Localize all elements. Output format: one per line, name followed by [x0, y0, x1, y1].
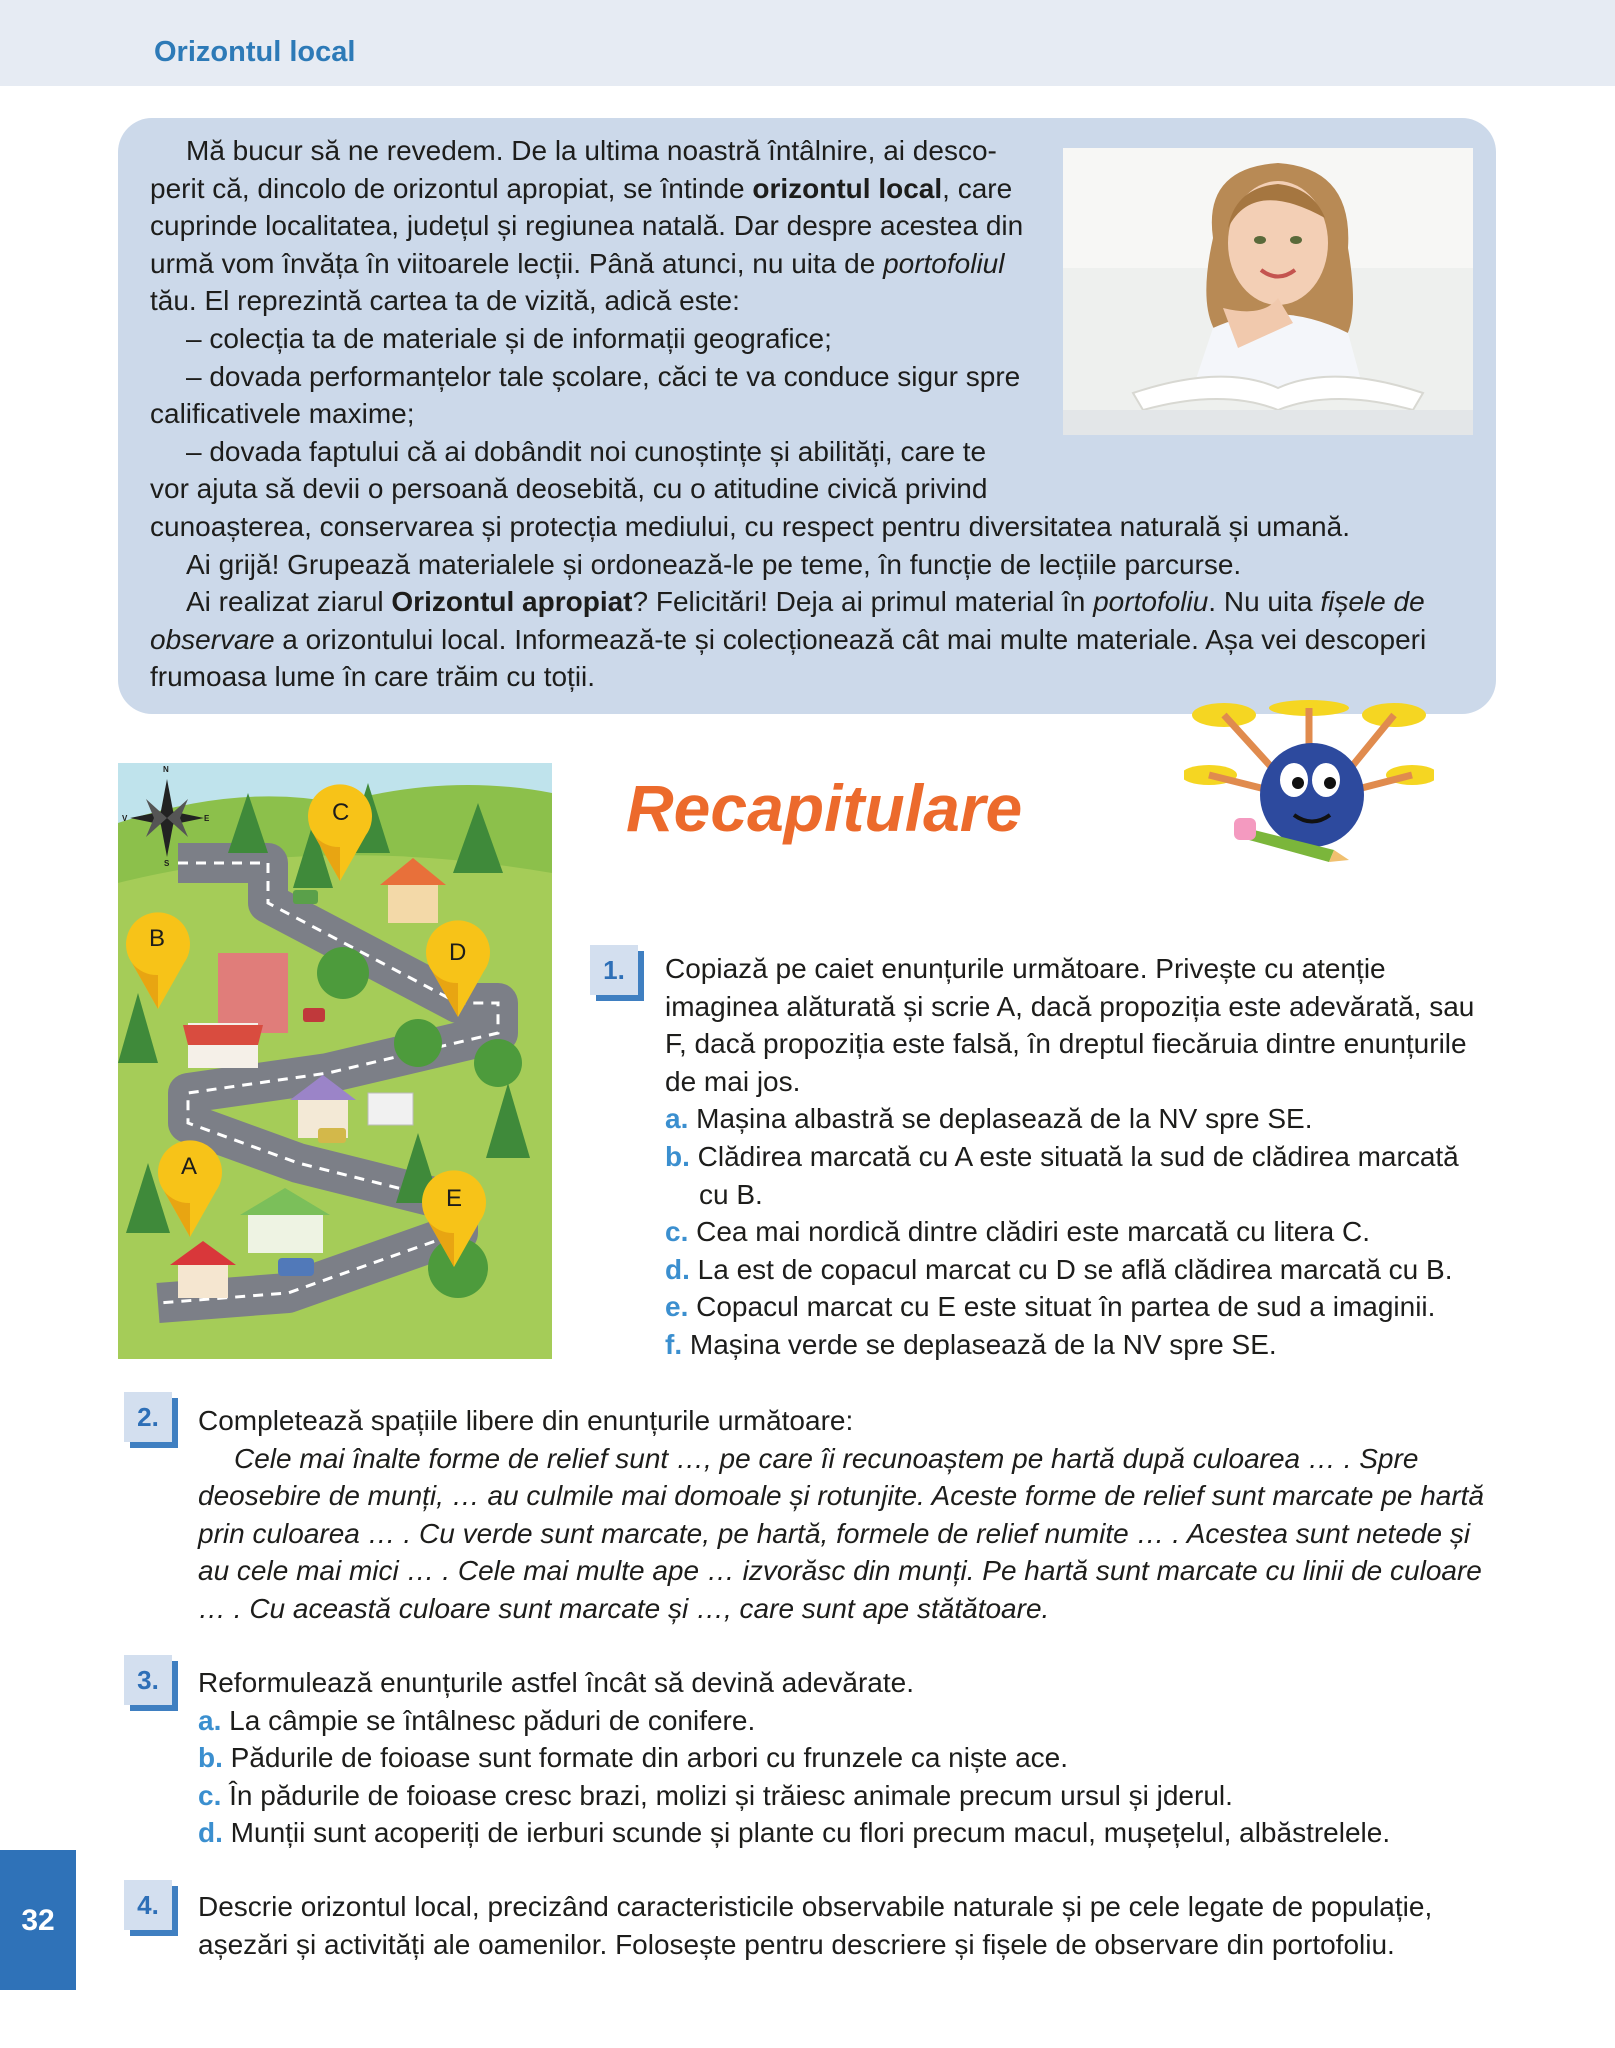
chapter-title: Orizontul local — [154, 36, 356, 68]
exercise-1-item: b. Clădirea marcată cu A este situată la sud de clădirea marcată cu B. — [665, 1140, 1459, 1210]
exercise-1-text: Copiază pe caiet enunțurile următoare. Privește cu atenție imaginea alăturată și scrie A, dacă propoziția este adevărată, sau F, dacă propoziția este falsă, în dreptul fiecăruia dintre enunțurile de mai jos. — [665, 953, 1475, 1097]
exercise-3-item: c. În pădurile de foioase cresc brazi, molizi și trăiesc animale precum ursul și jderul. — [198, 1779, 1233, 1811]
intro-box — [118, 118, 1496, 714]
exercise-1-item: a. Mașina albastră se deplasează de la NV spre SE. — [665, 1103, 1313, 1135]
exercise-2-number: 2. — [124, 1392, 172, 1442]
map-pin-b: B — [118, 903, 198, 1013]
compass-rose — [122, 765, 210, 868]
intro-line: cuprinde localitatea, județul și regiunea natală. Dar despre acestea din — [150, 210, 1024, 242]
intro-text — [150, 132, 1496, 696]
exercise-1-item: c. Cea mai nordică dintre clădiri este marcată cu litera C. — [665, 1216, 1370, 1248]
intro-paragraph: Ai realizat ziarul Orizontul apropiat? Felicitări! Deja ai primul material în portofoliu. Nu uita fișele de observare a orizontului local. Informează-te și colecționează cât mai multe materiale. Așa vei descoperi frumoasa lume în care trăim cu toții. — [150, 586, 1427, 693]
intro-line: urmă vom învăța în viitoarele lecții. Până atunci, nu uita de portofoliul — [150, 247, 1005, 279]
page-number: 32 — [0, 1850, 76, 1990]
exercise-2 — [198, 1402, 1496, 1628]
intro-line: – colecția ta de materiale și de informații geografice; — [186, 322, 832, 354]
exercise-4-text: Descrie orizontul local, precizând caracteristicile observabile naturale și pe cele legate de populație, așezări și activități ale oamenilor. Folosește pentru descriere și fișele de observare din portofoliu. — [198, 1891, 1433, 1960]
exercise-1-number: 1. — [590, 945, 638, 995]
exercise-4 — [198, 1888, 1496, 1963]
exercise-1 — [665, 950, 1495, 1364]
header-band — [0, 0, 1615, 86]
recap-title: Recapitulare — [626, 771, 1023, 845]
compass-n: N — [163, 765, 169, 774]
town-map-illustration — [118, 763, 552, 1359]
exercise-3 — [198, 1664, 1496, 1852]
exercise-3-number: 3. — [124, 1655, 172, 1705]
exercise-1-item: f. Mașina verde se deplasează de la NV spre SE. — [665, 1328, 1277, 1360]
exercise-1-item: d. La est de copacul marcat cu D se află clădirea marcată cu B. — [665, 1253, 1453, 1285]
exercise-1-item: e. Copacul marcat cu E este situat în partea de sud a imaginii. — [665, 1291, 1436, 1323]
exercise-2-text: Completează spațiile libere din enunțurile următoare: — [198, 1405, 854, 1436]
compass-s: S — [164, 859, 170, 868]
intro-line: – dovada performanțelor tale școlare, căci te va conduce sigur spre — [186, 360, 1021, 392]
exercise-2-fill-text: Cele mai înalte forme de relief sunt …, pe care îi recunoaștem pe hartă după culoarea … . Spre deosebire de munți, … au culmile mai domoale și rotunjite. Aceste forme de relief sunt marcate pe hartă prin culoarea … . Cu verde sunt marcate, pe hartă, formele de relief numite … . Acestea sunt netede și au cele mai mici … . Cele mai multe ape … izvorăsc din munți. Pe hartă sunt marcate cu linii de culoare … . Cu această culoare sunt marcate și …, care sunt ape stătătoare. — [198, 1442, 1485, 1624]
map-pin-a: A — [150, 1131, 230, 1241]
exercise-4-number: 4. — [124, 1880, 172, 1930]
compass-v: V — [122, 814, 128, 823]
intro-line: – dovada faptului că ai dobândit noi cunoștințe și abilități, care te — [186, 435, 987, 467]
intro-line: perit că, dincolo de orizontul apropiat, se întinde orizontul local, care — [150, 172, 1013, 204]
intro-line: tău. El reprezintă cartea ta de vizită, adică este: — [150, 285, 740, 317]
mascot-illustration — [1184, 690, 1434, 870]
compass-e: E — [204, 814, 210, 823]
intro-line: Ai grijă! Grupează materialele și ordonează-le pe teme, în funcție de lecțiile parcurse. — [186, 548, 1242, 580]
exercise-3-item: b. Pădurile de foioase sunt formate din arbori cu frunzele ca niște ace. — [198, 1742, 1069, 1774]
intro-line: vor ajuta să devii o persoană deosebită, cu o atitudine civică privind — [150, 473, 988, 505]
intro-line: cunoașterea, conservarea și protecția mediului, cu respect pentru diversitatea naturală și umană. — [150, 510, 1350, 542]
intro-line: Mă bucur să ne revedem. De la ultima noastră întâlnire, ai desco- — [186, 135, 997, 166]
exercise-3-text: Reformulează enunțurile astfel încât să devină adevărate. — [198, 1667, 914, 1698]
map-pin-d: D — [418, 911, 498, 1021]
map-pin-c: C — [300, 775, 380, 885]
exercise-3-item: a. La câmpie se întâlnesc păduri de conifere. — [198, 1704, 756, 1736]
intro-line: calificativele maxime; — [150, 398, 415, 430]
exercise-3-item: d. Munții sunt acoperiți de ierburi scunde și plante cu flori precum macul, mușețelul, albăstrelele. — [198, 1817, 1391, 1849]
map-pin-e: E — [414, 1161, 494, 1271]
